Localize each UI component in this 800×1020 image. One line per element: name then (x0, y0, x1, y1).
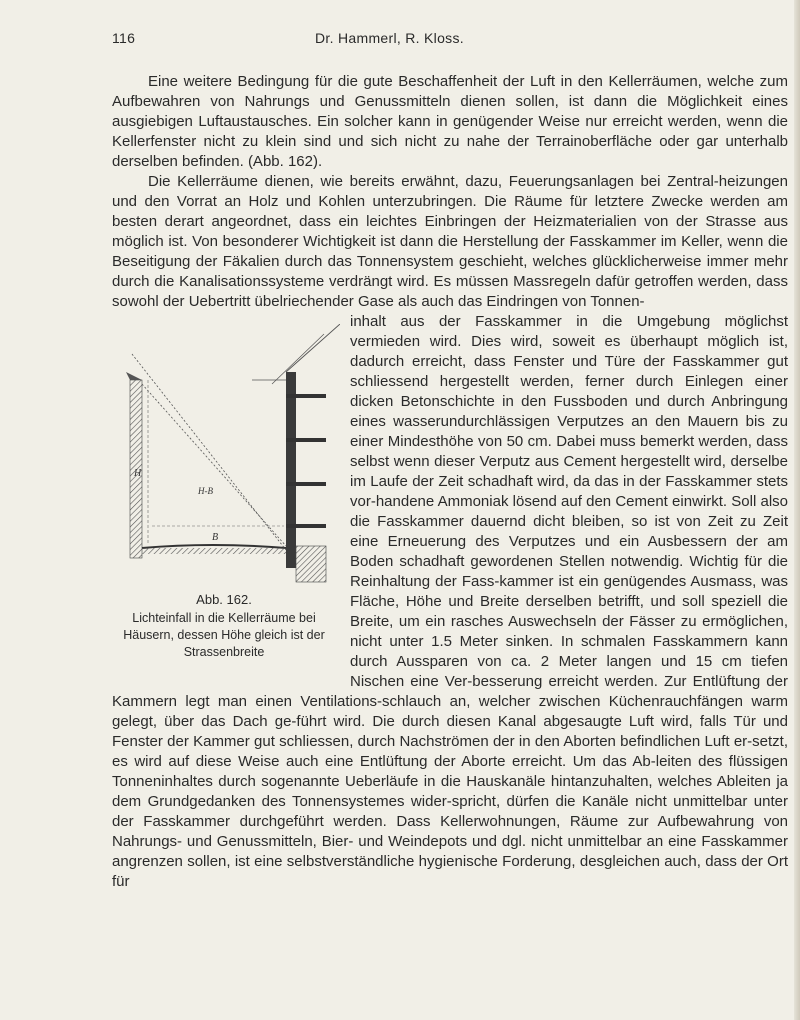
window-ledge (286, 482, 326, 486)
light-ray (132, 354, 286, 550)
right-wall (286, 372, 296, 568)
street-surface (142, 548, 286, 554)
light-ray (142, 384, 286, 546)
figure-label-hb: H-B (198, 486, 213, 496)
street-line (142, 545, 286, 548)
light-ray (272, 334, 324, 384)
window-ledge (286, 394, 326, 398)
figure-162 (112, 312, 340, 678)
body-text (112, 72, 788, 892)
page-edge (794, 0, 800, 1020)
figure-number: Abb. 162. (196, 592, 252, 607)
figure-label-b: B (212, 532, 219, 543)
paragraph: Die Kellerräume dienen, wie bereits erwähnt, dazu, Feuerungsanlagen bei Zentral-heizungen und den Vorrat an Holz und Kohlen unterzubringen. Die Räume für letztere Zwecke werden am besten derart angeordnet, dass ein leichtes Einbringen der Heizmaterialien von der Strasse aus möglich ist. Von besonderer Wichtigkeit ist dann die Herstellung der Fasskammer im Keller, wenn die Beseitigung der Fäkalien durch das Tonnensystem geschieht, welches glücklicherweise immer mehr durch die Kanalisationssysteme verdrängt wird. Es müssen Massregeln dafür getroffen werden, dass sowohl der Uebertritt übelriechender Gase als auch das Eindringen von Tonnen- (112, 173, 788, 310)
cellar-area (296, 546, 326, 582)
running-head: Dr. Hammerl, R. Kloss. (315, 30, 464, 46)
paragraph: Eine weitere Bedingung für die gute Beschaffenheit der Luft in den Kellerräumen, welche zum Aufbewahren von Nahrungs und Genussmitteln dienen sollen, ist dann die Möglichkeit eines ausgiebigen Luftaustausches. Ein solcher kann in genügender Weise nur erreicht werden, wenn die Kellerfenster nicht zu klein sind und sich nicht zu nahe der Terrainoberfläche oder gar unterhalb derselben befinden. (Abb. 162). (112, 73, 788, 170)
light-ray (286, 324, 340, 372)
page-header (112, 30, 760, 54)
window-ledge (286, 524, 326, 528)
figure-label-h: H (134, 468, 142, 479)
left-roof-edge (126, 372, 142, 380)
figure-caption: Lichteinfall in die Kellerräume bei Häusern, dessen Höhe gleich ist der Strassenbreite (123, 611, 325, 659)
paragraph: inhalt aus der Fasskammer in die Umgebung möglichst vermieden wird. Dies wird, soweit es überhaupt möglich ist, dadurch erreicht, dass Fenster und Türe der Fasskammer gut schliessend hergestellt werden, ferner durch Einlegen einer dicken Betonschichte in den Fussboden und durch Anbringung eines wasserundurchlässigen Verputzes an den Mauern bis zu einer Mindesthöhe von 50 cm. Dabei muss bemerkt werden, dass selbst wenn dieser Verputz aus Cement hergestellt wird, derselbe im Laufe der Zeit schadhaft wird, da das in der Fasskammer stets vor-handene Ammoniak lösend auf den Cement einwirkt. Soll also die Fasskammer dauernd dicht bleiben, so ist von Zeit zu Zeit eine Erneuerung des Verputzes und ein Ausbessern der am Boden schadhaft gewordenen Stellen notwendig. Wichtig für die Reinhaltung der Fass-kammer ist ein genügendes Ausmass, was Fläche, Höhe und Breite derselben betrifft, und soll speziell die Breite, um ein rasches Auswechseln der Fässer zu ermöglichen, nicht unter 1.5 Meter sinken. In schmalen Fasskammern kann durch Aussparen von ca. 2 Meter langen und 15 cm tiefen Nischen eine Ver-besserung erreicht werden. Zur Entlüftung der Kammern legt man einen Ventilations-schlauch an, welcher zwischen Küchenrauchfängen warm gelegt, über das Dach ge-führt wird. Die durch diesen Kanal abgesaugte Luft wird, falls Tür und Fenster der Kammer gut schliessen, durch Nachströmen der in den Aborten befindlichen Luft er-setzt, es wird auf diese Weise auch eine Entlüftung der Aborte erreicht. Um das Ab-leiten des flüssigen Tonneninhaltes durch sogenannte Ueberläufe in die Hauskanäle hintanzuhalten, welches Ableiten ja dem Grundgedanken des Tonnensystemes wider-spricht, dürfen die Kanäle nicht unmittelbar unter der Fasskammer durchgeführt werden. Dass Kellerwohnungen, Räume zur Aufbewahrung von Nahrungs- und Genussmitteln, Bier- und Weindepots und dgl. nicht unmittelbar an eine Fasskammer angrenzen sollen, ist eine selbstverständliche hygienische Forderung, desgleichen auch, dass der Ort für (112, 313, 788, 890)
window-ledge (286, 438, 326, 442)
page-number: 116 (112, 30, 136, 46)
figure-diagram (112, 324, 340, 586)
